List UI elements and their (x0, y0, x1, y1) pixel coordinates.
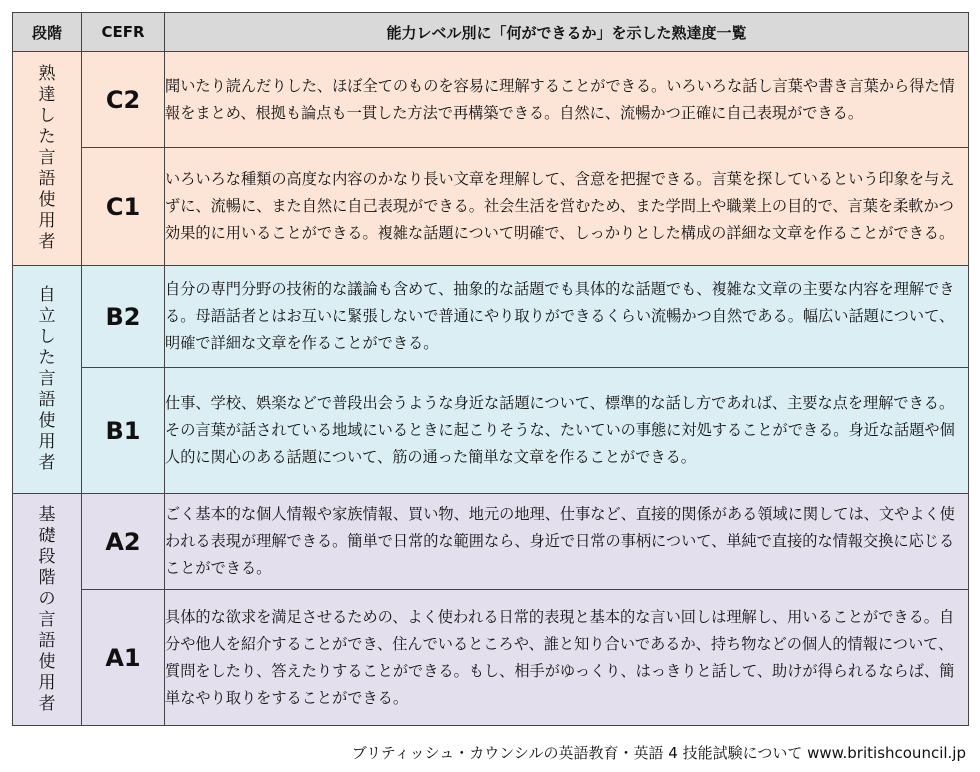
level-code-a2: A2 (82, 494, 165, 590)
level-desc-a1: 具体的な欲求を満足させるための、よく使われる日常的表現と基本的な言い回しは理解し、用いることができる。自分や他人を紹介することができ、住んでいるところや、誰と知り合いであるか、持ち物などの個人的情報について、質問をしたり、答えたりすることができる。もし、相手がゆっくり、はっきりと話して、助けが得られるならば、簡単なやり取りをすることができる。 (165, 590, 969, 726)
group-proficient (13, 52, 82, 266)
group-proficient-label: 熟達した言語使用者 (38, 64, 56, 252)
level-desc-b2: 自分の専門分野の技術的な議論も含めて、抽象的な話題でも具体的な話題でも、複雑な文章の主要な内容を理解できる。母語話者とはお互いに緊張しないで普通にやり取りができるくらい流暢かつ自然である。幅広い話題について、明確で詳細な文章を作ることができる。 (165, 266, 969, 368)
level-code-b1: B1 (82, 368, 165, 494)
table-row-b2 (13, 266, 969, 368)
level-desc-b1: 仕事、学校、娯楽などで普段出会うような身近な話題について、標準的な話し方であれば、主要な点を理解できる。その言葉が話されている地域にいるときに起こりそうな、たいていの事態に対処することができる。身近な話題や個人的に関心のある話題について、筋の通った簡単な文章を作ることができる。 (165, 368, 969, 494)
level-desc-a2: ごく基本的な個人情報や家族情報、買い物、地元の地理、仕事など、直接的関係がある領域に関しては、文やよく使われる表現が理解できる。簡単で日常的な範囲なら、身近で日常の事柄について、単純で直接的な情報交換に応じることができる。 (165, 494, 969, 590)
header-level: 段階 (13, 13, 82, 52)
header-cefr: CEFR (82, 13, 165, 52)
level-code-c1: C1 (82, 148, 165, 266)
group-independent-label: 自立した言語使用者 (38, 285, 56, 473)
level-code-a1: A1 (82, 590, 165, 726)
table-row-a2 (13, 494, 969, 590)
table-row-b1 (13, 368, 969, 494)
group-basic (13, 494, 82, 726)
level-desc-c2: 聞いたり読んだりした、ほぼ全てのものを容易に理解することができる。いろいろな話し言葉や書き言葉から得た情報をまとめ、根拠も論点も一貫した方法で再構築できる。自然に、流暢かつ正確に自己表現ができる。 (165, 52, 969, 148)
group-independent (13, 266, 82, 494)
footer-credit: ブリティッシュ・カウンシルの英語教育・英語 4 技能試験について www.britishcouncil.jp (351, 744, 966, 762)
level-code-b2: B2 (82, 266, 165, 368)
header-title: 能力レベル別に「何ができるか」を示した熟達度一覧 (165, 13, 969, 52)
level-desc-c1: いろいろな種類の高度な内容のかなり長い文章を理解して、含意を把握できる。言葉を探しているという印象を与えずに、流暢に、また自然に自己表現ができる。社会生活を営むため、また学問上や職業上の目的で、言葉を柔軟かつ効果的に用いることができる。複雑な話題について明確で、しっかりとした構成の詳細な文章を作ることができる。 (165, 148, 969, 266)
cefr-table (12, 12, 969, 726)
group-basic-label: 基礎段階の言語使用者 (38, 504, 56, 714)
table-row-a1 (13, 590, 969, 726)
table-row-c1 (13, 148, 969, 266)
header-row (13, 13, 969, 52)
table-row-c2 (13, 52, 969, 148)
level-code-c2: C2 (82, 52, 165, 148)
